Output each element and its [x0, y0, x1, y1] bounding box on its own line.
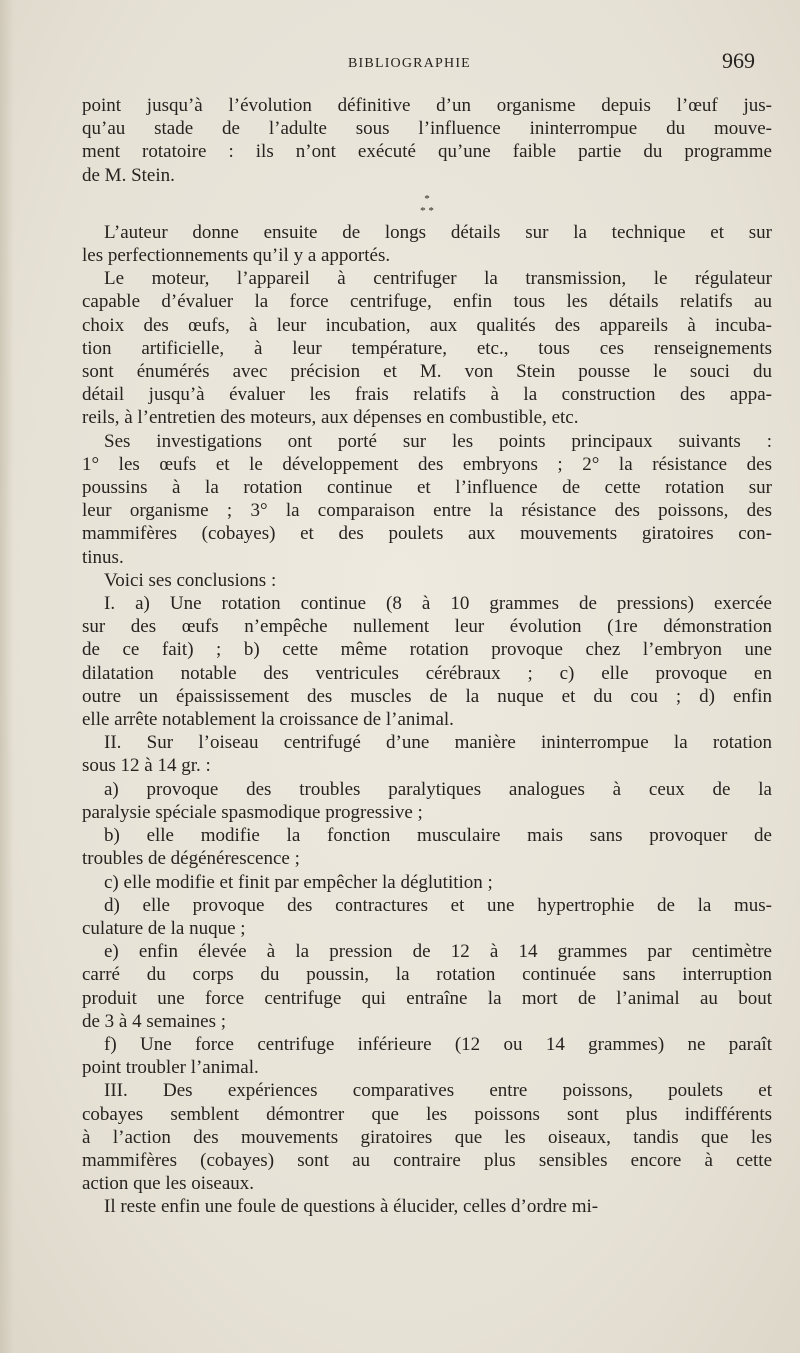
section-separator [82, 193, 772, 217]
text-line: de M. Stein. [82, 164, 175, 186]
text-line: paralysie spéciale spasmodique progressive ; [82, 801, 423, 823]
text-line: à l’action des mouvements giratoires que les oiseaux, tandis que les [82, 1126, 772, 1148]
text-line: culature de la nuque ; [82, 917, 246, 939]
text-line: sont énumérés avec précision et M. von Stein pousse le souci du [82, 361, 772, 383]
text-line: qu’au stade de l’adulte sous l’influence ininterrompue du mouve- [82, 118, 772, 140]
text-line: choix des œufs, à leur incubation, aux qualités des appareils à incuba- [82, 314, 772, 336]
text-line: détail jusqu’à évaluer les frais relatifs à la construction des appa- [82, 384, 772, 406]
paragraph-12 [82, 940, 772, 1033]
paragraph-6 [82, 592, 772, 731]
paragraph-4 [82, 430, 772, 569]
text-line: b) elle modifie la fonction musculaire mais sans provoquer de [104, 825, 772, 847]
text-line: point jusqu’à l’évolution définitive d’un organisme depuis l’œuf jus- [82, 95, 772, 116]
paragraph-1 [82, 94, 772, 187]
text-line: capable d’évaluer la force centrifuge, enfin tous les détails relatifs au [82, 291, 772, 313]
text-line: troubles de dégénérescence ; [82, 848, 300, 870]
text-line: sur des œufs n’empêche nullement leur évolution (1re démonstration [82, 616, 772, 638]
text-line: carré du corps du poussin, la rotation continuée sans interruption [82, 964, 772, 986]
text-line: point troubler l’animal. [82, 1057, 259, 1079]
paragraph-15 [82, 1195, 772, 1218]
text-line: action que les oiseaux. [82, 1173, 255, 1195]
text-line: poussins à la rotation continue et l’influence de cette rotation sur [82, 477, 772, 499]
text-line: tion artificielle, à leur température, etc., tous ces renseignements [82, 337, 772, 359]
text-line: de ce fait) ; b) cette même rotation provoque chez l’embryon une [82, 639, 772, 661]
text-line: I. a) Une rotation continue (8 à 10 grammes de pressions) exercée [104, 593, 772, 615]
text-line: Il reste enfin une foule de questions à élucider, celles d’ordre mi- [104, 1196, 599, 1218]
text-line: de 3 à 4 semaines ; [82, 1010, 227, 1032]
paragraph-9 [82, 824, 772, 870]
text-line: III. Des expériences comparatives entre poissons, poulets et [104, 1080, 772, 1102]
text-line: leur organisme ; 3° la comparaison entre la résistance des poissons, des [82, 500, 772, 522]
running-title: BIBLIOGRAPHIE [348, 56, 471, 71]
text-line: ment rotatoire : ils n’ont exécuté qu’une faible partie du programme [82, 141, 772, 163]
body-text [82, 94, 772, 1219]
paragraph-7 [82, 731, 772, 777]
text-line: sous 12 à 14 gr. : [82, 755, 211, 777]
text-line: II. Sur l’oiseau centrifugé d’une manière ininterrompue la rotation [104, 732, 772, 754]
text-line: elle arrête notablement la croissance de l’animal. [82, 709, 454, 731]
text-line: c) elle modifie et finit par empêcher la déglutition ; [104, 871, 493, 893]
paragraph-11 [82, 894, 772, 940]
text-line: a) provoque des troubles paralytiques analogues à ceux de la [104, 778, 772, 800]
text-line: mammifères (cobayes) sont au contraire plus sensibles encore à cette [82, 1149, 772, 1171]
text-line: tinus. [82, 546, 124, 568]
paragraph-13 [82, 1033, 772, 1079]
text-line: 1° les œufs et le développement des embryons ; 2° la résistance des [82, 453, 772, 475]
paragraph-2 [82, 221, 772, 267]
separator-star-top: * [424, 192, 430, 205]
text-line: Le moteur, l’appareil à centrifuger la transmission, le régulateur [104, 268, 772, 290]
separator-stars-bottom: * * [420, 204, 434, 217]
paragraph-10 [82, 871, 772, 894]
paragraph-5 [82, 569, 772, 592]
text-line: produit une force centrifuge qui entraîne la mort de l’animal au bout [82, 987, 772, 1009]
text-line: Voici ses conclusions : [104, 569, 277, 591]
text-line: Ses investigations ont porté sur les points principaux suivants : [104, 430, 772, 452]
text-line: L’auteur donne ensuite de longs détails sur la technique et sur [104, 221, 772, 243]
text-line: dilatation notable des ventricules cérébraux ; c) elle provoque en [82, 662, 772, 684]
text-line: f) Une force centrifuge inférieure (12 ou 14 grammes) ne paraît [104, 1033, 772, 1055]
text-line: reils, à l’entretien des moteurs, aux dépenses en combustible, etc. [82, 407, 579, 429]
text-line: mammifères (cobayes) et des poulets aux mouvements giratoires con- [82, 523, 772, 545]
page-edge-shadow [0, 0, 14, 1353]
text-line: outre un épaississement des muscles de la nuque et du cou ; d) enfin [82, 685, 772, 707]
text-line: e) enfin élevée à la pression de 12 à 14 grammes par centimètre [104, 941, 772, 963]
text-line: cobayes semblent démontrer que les poissons sont plus indifférents [82, 1103, 772, 1125]
paragraph-14 [82, 1079, 772, 1195]
page-number: 969 [722, 48, 755, 73]
paragraph-3 [82, 267, 772, 429]
text-line: d) elle provoque des contractures et une hypertrophie de la mus- [104, 894, 772, 916]
paragraph-8 [82, 778, 772, 824]
text-line: les perfectionnements qu’il y a apportés. [82, 245, 391, 267]
